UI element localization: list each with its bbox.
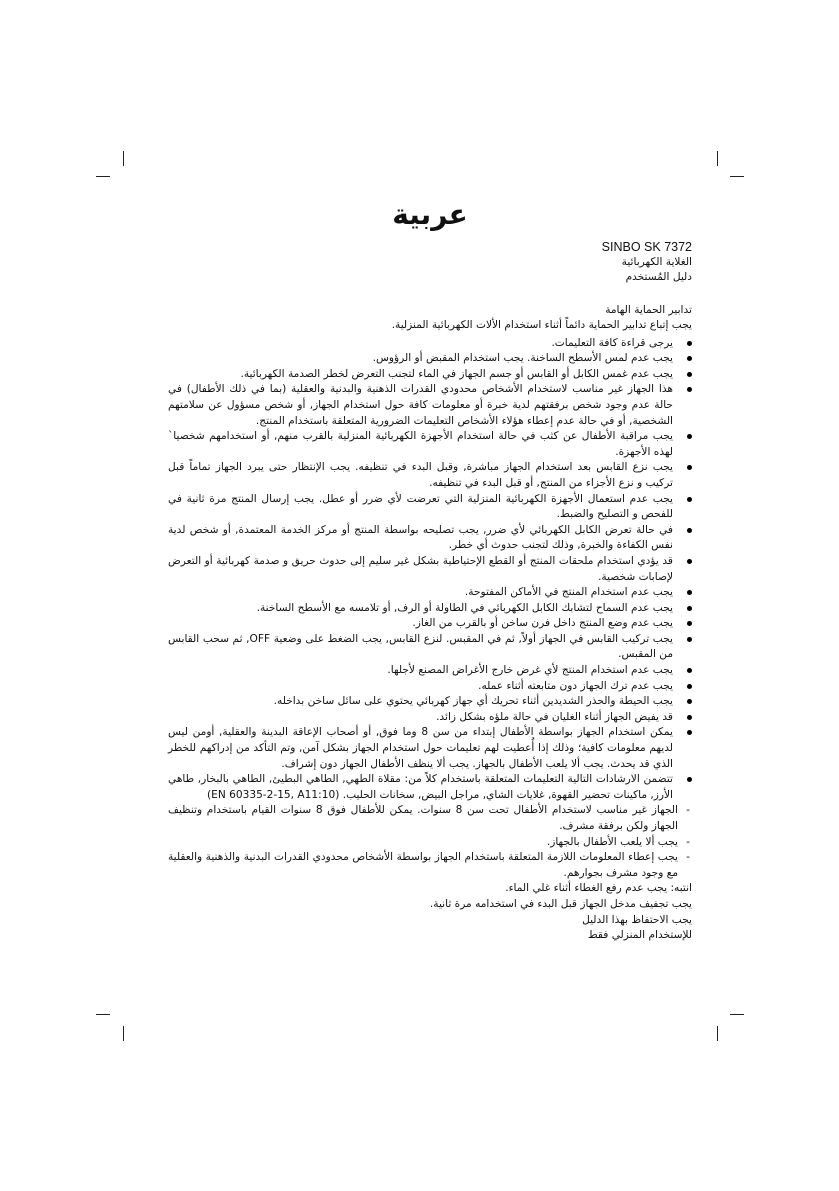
bullet-dot xyxy=(687,528,692,533)
sub-item: - الجهاز غير مناسب لاستخدام الأطفال تحت سن 8 سنوات. يمكن للأطفال فوق 8 سنوات القيام باستخدام وتنظيف الجهاز ولكن برفقة مشرف. xyxy=(168,804,690,832)
bullet-item: يجب عدم ترك الجهاز دون متابعته أثناء عمله. xyxy=(168,679,692,695)
bullet-item: قد يؤدي استخدام ملحقات المنتج أو القطع الإحتياطية بشكل غير سليم إلى حدوث حريق و صدمة كهربائية أو التعرض لإصابات شخصية. xyxy=(168,554,692,585)
bullet-item: يجب عدم استخدام المنتج لأي غرض خارج الأغراض المصنع لأجلها. xyxy=(168,663,692,679)
bullet-item: يجب عدم السماح لتشابك الكابل الكهربائي في الطاولة أو الرف, أو تلامسه مع الأسطح الساخنة. xyxy=(168,601,692,617)
closing-note-warning: انتبه: يجب عدم رفع الغطاء أثناء غلي الماء. xyxy=(505,882,692,895)
bullet-dot xyxy=(687,730,692,735)
sub-item: - يجب إعطاء المعلومات اللازمة المتعلقة باستخدام الجهاز بواسطة الأشخاص محدودي القدرات البدنية والذهنية والعقلية مع وجود مشرف بجوارهم. xyxy=(168,851,690,879)
bullet-item: قد يفيض الجهاز أثناء الغليان في حالة ملؤه بشكل زائد. xyxy=(168,710,692,726)
bullet-item: يمكن استخدام الجهاز بواسطة الأطفال إبتداء من سن 8 وما فوق, أو أصحاب الإعاقة البدينة والعقلية, أومن ليس لديهم معلومات كافية؛ وذلك إذا أُعطيت لهم تعليمات حول استخدام الجهاز بشكل آمن, وتم التأكد من إدراكهم للخطر الذي قد يحدث. يجب ألا يلعب الأطفال بالجهاز. يجب ألا ينظف الأطفال الجهاز دون إشراف. xyxy=(168,725,692,772)
crop-mark-top-left-vertical xyxy=(123,151,124,166)
bullet-item: يجب الحيطة والحذر الشديدين أثناء تحريك أي جهاز كهربائي يحتوي على سائل ساخن بداخله. xyxy=(168,694,692,710)
bullet-item: يجب عدم استخدام المنتج في الأماكن المفتوحة. xyxy=(168,585,692,601)
manual-title: دليل المُستخدم xyxy=(625,271,692,283)
dash-marker: - xyxy=(686,804,690,817)
bullet-item: تتضمن الارشادات التالية التعليمات المتعلقة باستخدام كلاً من: مقلاة الطهي, الطاهي البطيئ, الطاهي بالبخار, طاهي الأرز, ماكينات تحضير القهوة, غلايات الشاي, مراجل البيض, سخانات الحليب. (EN 60335-2-15, A11:10) xyxy=(168,772,692,803)
closing-note-household-use: للإستخدام المنزلي فقط xyxy=(587,929,692,942)
bullet-dot xyxy=(687,356,692,361)
dash-marker: - xyxy=(686,835,690,848)
bullet-dot xyxy=(687,684,692,689)
bullet-dot xyxy=(687,341,692,346)
crop-mark-bottom-right-horizontal xyxy=(730,1014,744,1015)
safety-intro: يجب إتباع تدابير الحماية دائماً أثناء استخدام الألات الكهربائية المنزلية. xyxy=(391,319,692,331)
bullet-dot xyxy=(687,372,692,377)
bullet-dot xyxy=(687,777,692,782)
bullet-item: يجب عدم غمس الكابل أو القابس أو جسم الجهاز في الماء لتجنب التعرض لخطر الصدمة الكهربائية. xyxy=(168,367,692,383)
safety-section-title: تدابير الحماية الهامة xyxy=(605,304,692,316)
sub-item: - يجب ألا يلعب الأطفال بالجهاز. xyxy=(168,835,692,851)
bullet-item: يجب عدم لمس الأسطح الساخنة. يجب استخدام المقبض أو الرؤوس. xyxy=(168,351,692,367)
bullet-dot xyxy=(687,621,692,626)
dash-marker: - xyxy=(686,851,690,864)
crop-mark-top-right-vertical xyxy=(717,151,718,166)
model-name: SINBO SK 7372 xyxy=(601,240,692,254)
bullet-item: يجب مراقبة الأطفال عن كثب في حالة استخدام الأجهزة الكهربائية المنزلية بالقرب منهم, أو استخدامهم شخصيا` لهذه الأجهزة. xyxy=(168,429,692,460)
crop-mark-bottom-right-vertical xyxy=(717,1026,718,1041)
bullet-item: في حالة تعرض الكابل الكهربائي لأي ضرر, يجب تصليحه بواسطة المنتج أو مركز الخدمة المعتمدة, أو شخص لدية نفس الكفاءة والخبرة, وذلك لتجنب حدوث أي خطر. xyxy=(168,523,692,554)
bullet-dot xyxy=(687,497,692,502)
safety-bullet-list xyxy=(168,336,692,804)
bullet-dot xyxy=(687,699,692,704)
bullet-item: يجب نزع القابس بعد استخدام الجهاز مباشرة, وقبل البدء في تنظيفه. يجب الإنتظار حتى يبرد الجهاز تماماً قبل تركيب و نزع الأجزاء من المنتج, أو قبل البدء في تنظيفه. xyxy=(168,460,692,491)
bullet-item: يجب عدم وضع المنتج داخل فرن ساخن أو بالقرب من الغاز. xyxy=(168,616,692,632)
bullet-dot xyxy=(687,637,692,642)
bullet-dot xyxy=(687,465,692,470)
product-name: الغلاية الكهربائية xyxy=(621,256,692,268)
bullet-dot xyxy=(687,434,692,439)
crop-mark-bottom-left-vertical xyxy=(123,1026,124,1041)
closing-note-dry-inlet: يجب تجفيف مدخل الجهاز قبل البدء في استخدامه مرة ثانية. xyxy=(429,897,692,910)
bullet-dot xyxy=(687,715,692,720)
bullet-dot xyxy=(687,387,692,392)
crop-mark-top-right-horizontal xyxy=(730,176,744,177)
bullet-item: يجب عدم استعمال الأجهزة الكهربائية المنزلية التي تعرضت لأي ضرر أو عطل. يجب إرسال المنتج مرة ثانية في للفحص و التصليح والضبط. xyxy=(168,492,692,523)
manual-content xyxy=(168,197,692,944)
bullet-item: يرجى قراءة كافة التعليمات. xyxy=(168,336,692,352)
crop-mark-bottom-left-horizontal xyxy=(96,1014,110,1015)
bullet-dot xyxy=(687,590,692,595)
crop-mark-top-left-horizontal xyxy=(96,176,110,177)
bullet-dot xyxy=(687,559,692,564)
bullet-dot xyxy=(687,606,692,611)
bullet-dot xyxy=(687,668,692,673)
bullet-item: هذا الجهاز غير مناسب لاستخدام الأشخاص محدودي القدرات الذهنية والبدنية والعقلية (بما في ذلك الأطفال) في حالة عدم وجود شخص برفقتهم لدية خبرة أو معلومات كافة حول استخدام الجهاز, أو شخص مسؤول عن سلامتهم الشخصية, أو في حالة عدم إعطاء هؤلاء الأشخاص التعليمات الضرورية المتعلقة باستخدام المنتج. xyxy=(168,382,692,429)
language-title: عربية xyxy=(392,198,468,231)
sub-item-list xyxy=(168,803,692,881)
bullet-item: يجب تركيب القابس في الجهاز أولاً, ثم في المقبس. لنزع القابس, يجب الضغط على وضعية OFF, ثم سحب القابس من المقبس. xyxy=(168,632,692,663)
closing-note-keep-manual: يجب الاحتفاظ بهذا الدليل xyxy=(582,913,692,926)
